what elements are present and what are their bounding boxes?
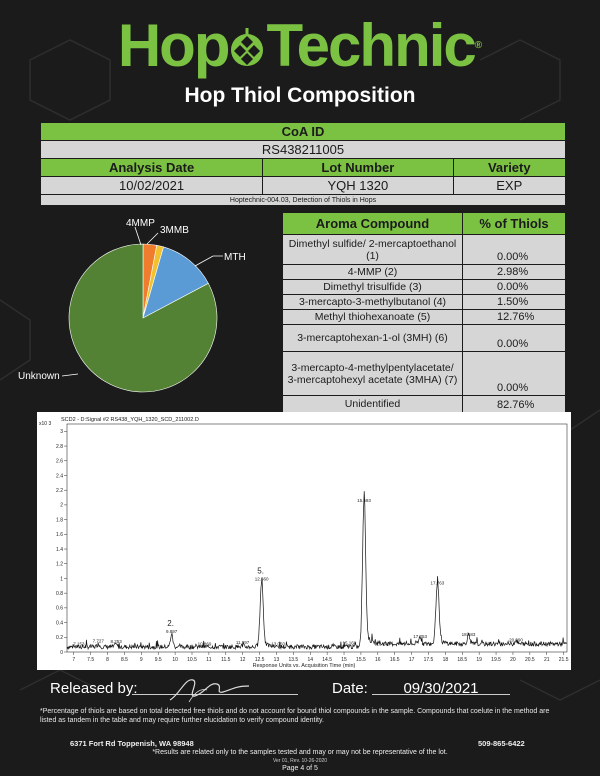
pie-label-unknown: Unknown (18, 371, 60, 382)
compound-pct: 1.50% (463, 295, 566, 310)
analysis-date-header: Analysis Date (41, 159, 263, 177)
thiol-pie-chart (10, 215, 280, 415)
variety-header: Variety (453, 159, 565, 177)
peak-tag: 5. (257, 566, 264, 576)
compound-name: 4-MMP (2) (283, 265, 463, 280)
y-tick-label: 1.8 (56, 517, 63, 524)
pie-label-3mmb: 3MMB (160, 225, 189, 236)
compound-pct: 0.00% (463, 325, 566, 352)
x-tick-label: 15.5 (356, 657, 366, 663)
y-multiplier: x10 3 (39, 421, 52, 427)
peak-label: 18.683 (461, 631, 476, 637)
x-tick-label: 20 (510, 657, 516, 663)
version-text: Ver 01, Rev. 10-26-2020 (272, 758, 328, 764)
compound-pct: 0.00% (463, 280, 566, 295)
y-tick-label: 2 (60, 502, 63, 509)
x-tick-label: 19 (476, 657, 482, 663)
peak-label: 15.593 (357, 497, 371, 503)
x-tick-label: 8.5 (120, 657, 128, 663)
compound-pct: 0.00% (463, 352, 566, 396)
released-by-label: Released by: (50, 680, 138, 697)
x-axis-label: Response Units vs. Acquisition Time (min) (252, 663, 356, 669)
y-tick-label: 0.4 (56, 620, 63, 627)
compound-pct: 2.98% (463, 265, 566, 280)
compound-pct: 82.76% (463, 396, 566, 413)
y-tick-label: 2.8 (56, 443, 63, 450)
x-tick-label: 8 (106, 657, 109, 663)
compound-name: Methyl thiohexanoate (5) (283, 310, 463, 325)
x-tick-label: 21.5 (558, 657, 569, 663)
x-tick-label: 13 (273, 657, 280, 663)
x-tick-label: 11.5 (221, 657, 231, 663)
coa-info-table (40, 122, 566, 206)
variety-value: EXP (453, 177, 565, 195)
chromatogram-chart (37, 412, 571, 670)
analysis-date-value: 10/02/2021 (41, 177, 263, 195)
compound-pct: 0.00% (463, 235, 566, 265)
x-tick-label: 17 (408, 657, 415, 663)
compound-name: Unidentified (283, 396, 463, 413)
x-tick-label: 16 (375, 657, 381, 663)
aroma-compound-header: Aroma Compound (283, 213, 463, 235)
x-tick-label: 19.5 (491, 657, 501, 663)
peak-label: 9.897 (165, 628, 178, 634)
compound-name: 3-mercapto-3-methylbutanol (4) (283, 295, 463, 310)
peak-label: 8.253 (110, 639, 122, 645)
lot-number-value: YQH 1320 (263, 177, 453, 195)
x-tick-label: 14.5 (322, 657, 333, 663)
x-tick-label: 21 (543, 657, 550, 663)
compound-pct: 12.76% (463, 310, 566, 325)
x-tick-label: 15 (341, 657, 347, 663)
method-text: Hoptechnic-004.03, Detection of Thiols in Hops (41, 195, 566, 206)
peak-tag: 2. (167, 618, 174, 628)
x-tick-label: 18.5 (457, 657, 468, 663)
compound-name: Dimethyl trisulfide (3) (283, 280, 463, 295)
leader-line-unknown (62, 374, 78, 376)
x-tick-label: 10 (172, 657, 178, 663)
x-tick-label: 11 (206, 657, 212, 663)
peak-label: 15.160 (342, 640, 357, 646)
x-tick-label: 12 (239, 657, 246, 663)
leader-line-4mmp (135, 227, 141, 245)
pie-slices (69, 244, 217, 392)
peak-label: 16.160 (376, 641, 391, 647)
page-number: Page 4 of 5 (282, 765, 318, 772)
date-label: Date: (332, 680, 368, 697)
y-tick-label: 1.6 (56, 532, 63, 539)
signature-image (165, 674, 255, 704)
x-tick-label: 14 (307, 657, 314, 663)
peak-label: 10.869 (197, 641, 212, 647)
peak-label: 20.090 (509, 637, 523, 643)
y-tick-label: 2.4 (56, 473, 63, 480)
compound-name: 3-mercaptohexan-1-ol (3MH) (6) (283, 325, 463, 352)
pie-label-4mmp: 4MMP (126, 218, 155, 229)
peak-label: 17.253 (413, 633, 428, 639)
peak-label: 11.997 (235, 639, 250, 645)
hoptechnic-logo (0, 10, 600, 82)
company-phone: 509-865-6422 (478, 739, 525, 748)
y-tick-label: 1 (60, 576, 63, 583)
thiol-composition-table (282, 212, 566, 413)
hop-cone-icon (229, 26, 265, 70)
x-tick-label: 16.5 (389, 657, 400, 663)
pie-label-mth: MTH (224, 252, 246, 263)
peak-label: 12.560 (254, 576, 269, 582)
chromatogram-header: SCD2 - D:Signal #2 RS438_YQH_1320_SCD_211002.D (61, 417, 199, 423)
compound-name: 3-mercapto-4-methylpentylacetate/ 3-mercaptohexyl acetate (3MHA) (7) (283, 352, 463, 396)
thiol-footnote: *Percentage of thiols are based on total detected free thiols and do not account for bound thiol compounds in the sample. Compounds that coelute in the method are listed as tandem in the table and may require further elucidation to verify compound identity. (40, 708, 550, 724)
lot-number-header: Lot Number (263, 159, 453, 177)
coa-id-header: CoA ID (41, 123, 566, 141)
peak-label: 17.763 (430, 580, 445, 586)
company-address: 6371 Fort Rd Toppenish, WA 98948 (70, 739, 194, 748)
leader-line-mth (195, 256, 223, 266)
y-tick-label: 0.6 (56, 605, 63, 612)
x-tick-label: 7 (72, 657, 76, 663)
y-tick-label: 1.2 (56, 561, 63, 568)
y-tick-label: 0.2 (56, 635, 63, 642)
y-tick-label: 0.8 (56, 590, 63, 597)
coa-id-value: RS438211005 (41, 141, 566, 159)
x-tick-label: 20.5 (524, 657, 535, 663)
x-tick-label: 9.5 (154, 657, 162, 663)
y-tick-label: 2.6 (56, 458, 63, 465)
logo-hop-text: Hop (117, 12, 229, 79)
logo-technic-text: Technic (266, 12, 475, 79)
y-tick-label: 2.2 (56, 487, 63, 494)
x-tick-label: 9 (139, 657, 143, 663)
registered-mark: ® (474, 40, 483, 51)
release-date-value: 09/30/2021 (403, 680, 479, 697)
pct-thiols-header: % of Thiols (463, 213, 566, 235)
compound-name: Dimethyl sulfide/ 2-mercaptoethanol (1) (283, 235, 463, 265)
peak-label: 7.727 (92, 638, 104, 644)
peak-label: 7.153 (73, 641, 85, 647)
x-tick-label: 10.5 (187, 657, 197, 663)
x-tick-label: 12.5 (254, 657, 265, 663)
x-tick-label: 7.5 (87, 657, 95, 663)
x-tick-label: 13.5 (288, 657, 299, 663)
peak-label: 13.050 (271, 641, 286, 647)
page-title: Hop Thiol Composition (184, 84, 416, 107)
x-tick-label: 18 (442, 657, 449, 663)
x-tick-label: 17.5 (423, 657, 434, 663)
y-tick-label: 1.4 (56, 546, 63, 553)
leader-line-3mmb (147, 233, 158, 244)
y-tick-label: 3 (60, 429, 63, 436)
y-tick-label: 0 (60, 649, 63, 656)
results-disclaimer: *Results are related only to the samples tested and may or may not be representative of the lot. (152, 749, 448, 756)
release-signature-row (0, 680, 600, 702)
